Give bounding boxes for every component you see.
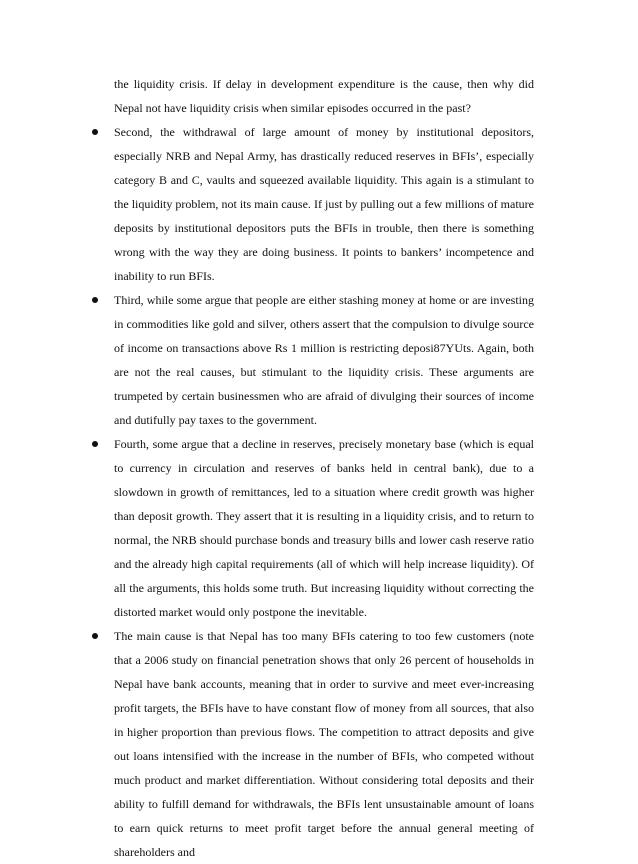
bullet-dot-icon — [92, 441, 98, 447]
bullet-item-main-cause — [0, 624, 638, 864]
bullet-dot-icon — [92, 129, 98, 135]
bullet-list — [0, 120, 638, 864]
bullet-dot-icon — [92, 633, 98, 639]
bullet-item-fourth — [0, 432, 638, 624]
lead-paragraph: the liquidity crisis. If delay in development expenditure is the cause, then why did Nepal not have liquidity crisis when similar episodes occurred in the past? — [114, 77, 534, 115]
bullet-text: Third, while some argue that people are either stashing money at home or are investing in commodities like gold and silver, others assert that the compulsion to divulge source of income on transactions above Rs 1 million is restricting deposi87YUts. Again, both are not the real causes, but stimulant to the liquidity crisis. These arguments are trumpeted by certain businessmen who are afraid of divulging their sources of income and dutifully pay taxes to the government. — [114, 293, 534, 427]
bullet-item-third — [0, 288, 638, 432]
bullet-text: Second, the withdrawal of large amount of money by institutional depositors, especially NRB and Nepal Army, has drastically reduced reserves in BFIs’, especially category B and C, vaults and squeezed available liquidity. This again is a stimulant to the liquidity problem, not its main cause. If just by pulling out a few millions of mature deposits by institutional depositors puts the BFIs in trouble, then there is something wrong with the way they are doing business. It points to bankers’ incompetence and inability to run BFIs. — [114, 125, 534, 283]
bullet-text: Fourth, some argue that a decline in reserves, precisely monetary base (which is equal to currency in circulation and reserves of banks held in central bank), due to a slowdown in growth of remittances, led to a situation where credit growth was higher than deposit growth. They assert that it is resulting in a liquidity crisis, and to return to normal, the NRB should purchase bonds and treasury bills and lower cash reserve ratio and the already high capital requirements (all of which will help increase liquidity). Of all the arguments, this holds some truth. But increasing liquidity without correcting the distorted market would only postpone the inevitable. — [114, 437, 534, 619]
bullet-dot-icon — [92, 297, 98, 303]
bullet-item-second — [0, 120, 638, 288]
bullet-text: The main cause is that Nepal has too many BFIs catering to too few customers (note that a 2006 study on financial penetration shows that only 26 percent of households in Nepal have bank accounts, meaning that in order to survive and meet ever-increasing profit targets, the BFIs have to have constant flow of money from all sources, that also in higher proportion than previous flows. The competition to attract deposits and give out loans intensified with the increase in the number of BFIs, who competed without much product and market differentiation. Without considering total deposits and their ability to fulfill demand for withdrawals, the BFIs lent unsustainable amount of loans to earn quick returns to meet profit target before the annual general meeting of shareholders and — [114, 629, 534, 859]
